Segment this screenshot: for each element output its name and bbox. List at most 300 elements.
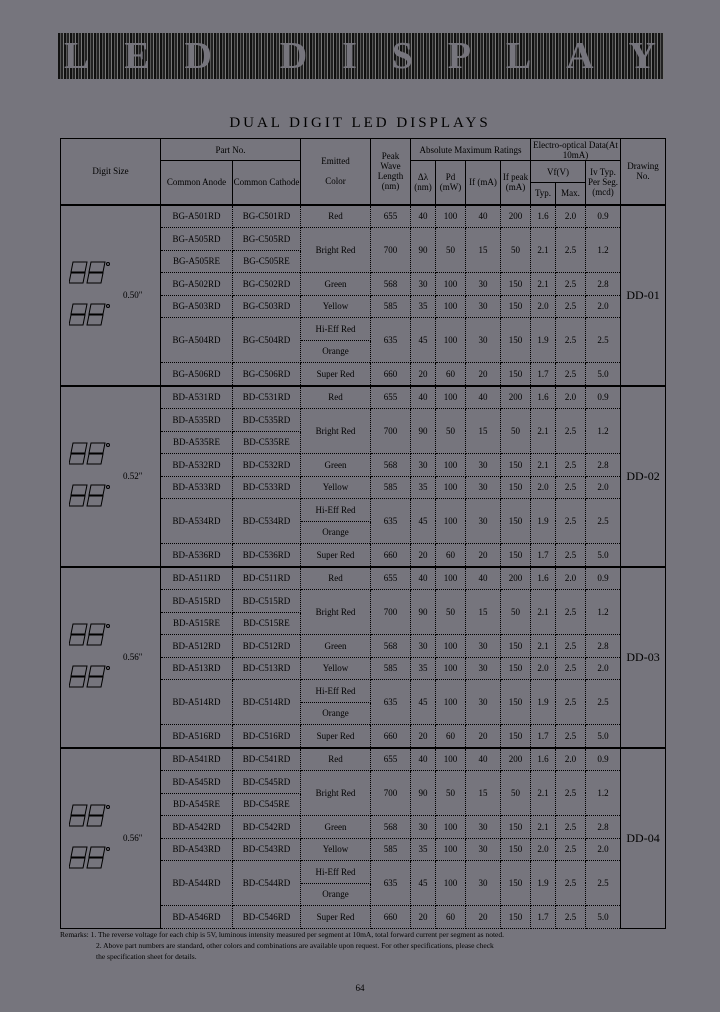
delta-lambda: 45 — [411, 680, 436, 725]
if: 30 — [466, 816, 501, 839]
vf-typ: 2.1 — [531, 816, 556, 839]
vf-max: 2.5 — [556, 635, 586, 658]
ifpeak: 150 — [501, 635, 531, 658]
ifpeak: 150 — [501, 680, 531, 725]
if: 20 — [466, 906, 501, 929]
header-ifpeak: If peak (mA) — [501, 161, 531, 205]
common-cathode-part: BD-C545RD — [233, 771, 301, 794]
if: 30 — [466, 680, 501, 725]
emitted-color: Red — [301, 567, 371, 590]
emitted-color: Hi-Eff Red — [301, 318, 371, 341]
common-anode-part: BD-A543RD — [161, 838, 233, 861]
pd: 60 — [436, 906, 466, 929]
table-row — [61, 205, 666, 228]
delta-lambda: 90 — [411, 228, 436, 273]
vf-max: 2.5 — [556, 228, 586, 273]
vf-max: 2.5 — [556, 657, 586, 680]
emitted-color: Orange — [301, 883, 371, 906]
digit-size-cell — [61, 386, 161, 567]
common-anode-part: BG-A503RD — [161, 295, 233, 318]
iv: 2.8 — [586, 816, 621, 839]
vf-typ: 1.6 — [531, 567, 556, 590]
common-cathode-part: BD-C512RD — [233, 635, 301, 658]
vf-max: 2.5 — [556, 590, 586, 635]
delta-lambda: 30 — [411, 635, 436, 658]
iv: 2.5 — [586, 861, 621, 906]
iv: 1.2 — [586, 771, 621, 816]
vf-typ: 2.0 — [531, 838, 556, 861]
pd: 60 — [436, 544, 466, 567]
common-anode-part: BD-A533RD — [161, 476, 233, 499]
pd: 100 — [436, 861, 466, 906]
ifpeak: 150 — [501, 838, 531, 861]
emitted-color: Hi-Eff Red — [301, 861, 371, 884]
header-digit-size: Digit Size — [61, 139, 161, 205]
iv: 2.5 — [586, 318, 621, 363]
delta-lambda: 40 — [411, 567, 436, 590]
iv: 0.9 — [586, 567, 621, 590]
peak-wave: 660 — [371, 906, 411, 929]
peak-wave: 585 — [371, 476, 411, 499]
emitted-color: Bright Red — [301, 771, 371, 816]
if: 30 — [466, 657, 501, 680]
common-cathode-part: BD-C546RD — [233, 906, 301, 929]
vf-typ: 1.9 — [531, 861, 556, 906]
vf-max: 2.5 — [556, 816, 586, 839]
emitted-color: Yellow — [301, 295, 371, 318]
delta-lambda: 40 — [411, 748, 436, 771]
ifpeak: 150 — [501, 318, 531, 363]
seven-segment-digit-icon — [69, 622, 111, 650]
banner-letter: Y — [628, 35, 658, 77]
emitted-color: Super Red — [301, 725, 371, 748]
emitted-color: Red — [301, 386, 371, 409]
ifpeak: 150 — [501, 861, 531, 906]
common-anode-part: BG-A501RD — [161, 205, 233, 228]
seven-segment-digit-icon — [69, 260, 111, 288]
common-anode-part: BD-A515RD — [161, 590, 233, 613]
table-row — [61, 748, 666, 771]
vf-typ: 1.6 — [531, 386, 556, 409]
remarks-label: Remarks: — [60, 930, 89, 939]
ifpeak: 150 — [501, 295, 531, 318]
vf-typ: 2.1 — [531, 273, 556, 296]
iv: 5.0 — [586, 906, 621, 929]
header-if: If (mA) — [466, 161, 501, 205]
header-common-cathode: Common Cathode — [233, 161, 301, 205]
ifpeak: 50 — [501, 228, 531, 273]
peak-wave: 568 — [371, 816, 411, 839]
common-anode-part: BD-A534RD — [161, 499, 233, 544]
vf-max: 2.5 — [556, 499, 586, 544]
peak-wave: 700 — [371, 228, 411, 273]
delta-lambda: 90 — [411, 590, 436, 635]
vf-typ: 2.0 — [531, 657, 556, 680]
ifpeak: 150 — [501, 499, 531, 544]
vf-typ: 2.1 — [531, 228, 556, 273]
common-anode-part: BD-A545RE — [161, 793, 233, 816]
vf-typ: 1.7 — [531, 725, 556, 748]
vf-max: 2.5 — [556, 771, 586, 816]
drawing-number: DD-03 — [621, 567, 666, 748]
delta-lambda: 30 — [411, 273, 436, 296]
digit-icons — [69, 622, 111, 692]
iv: 0.9 — [586, 386, 621, 409]
vf-max: 2.5 — [556, 318, 586, 363]
iv: 5.0 — [586, 725, 621, 748]
if: 30 — [466, 318, 501, 363]
vf-max: 2.0 — [556, 386, 586, 409]
table-row — [61, 386, 666, 409]
ifpeak: 50 — [501, 409, 531, 454]
common-cathode-part: BD-C544RD — [233, 861, 301, 906]
iv: 2.8 — [586, 635, 621, 658]
ifpeak: 200 — [501, 205, 531, 228]
emitted-color: Hi-Eff Red — [301, 499, 371, 522]
iv: 2.0 — [586, 295, 621, 318]
digit-icons — [69, 260, 111, 330]
common-cathode-part: BG-C504RD — [233, 318, 301, 363]
ifpeak: 50 — [501, 771, 531, 816]
if: 40 — [466, 205, 501, 228]
banner-letter: S — [391, 35, 415, 77]
ifpeak: 150 — [501, 657, 531, 680]
if: 40 — [466, 386, 501, 409]
common-anode-part: BD-A512RD — [161, 635, 233, 658]
vf-typ: 1.7 — [531, 363, 556, 386]
common-anode-part: BD-A514RD — [161, 680, 233, 725]
emitted-color: Bright Red — [301, 590, 371, 635]
emitted-color: Bright Red — [301, 409, 371, 454]
header-delta-lambda: Δλ (nm) — [411, 161, 436, 205]
iv: 2.0 — [586, 838, 621, 861]
header-emitted-color — [301, 139, 371, 205]
header-part-no: Part No. — [161, 139, 301, 161]
drawing-number: DD-04 — [621, 748, 666, 929]
vf-typ: 1.6 — [531, 748, 556, 771]
delta-lambda: 90 — [411, 771, 436, 816]
digit-size-wrap — [61, 260, 160, 330]
vf-max: 2.5 — [556, 861, 586, 906]
seven-segment-digit-icon — [69, 803, 111, 831]
banner-letter: L — [64, 35, 92, 77]
page-number: 64 — [355, 983, 365, 993]
vf-typ: 2.1 — [531, 771, 556, 816]
digit-size-wrap — [61, 803, 160, 873]
peak-wave: 655 — [371, 748, 411, 771]
digit-size: 0.52" — [123, 471, 143, 481]
emitted-color: Green — [301, 454, 371, 477]
header-peak-wave: Peak Wave Length (nm) — [371, 139, 411, 205]
header-vf: Vf(V) — [531, 161, 586, 183]
emitted-color: Orange — [301, 521, 371, 544]
pd: 50 — [436, 771, 466, 816]
delta-lambda: 40 — [411, 386, 436, 409]
common-cathode-part: BD-C513RD — [233, 657, 301, 680]
vf-max: 2.0 — [556, 567, 586, 590]
vf-typ: 1.7 — [531, 906, 556, 929]
vf-max: 2.5 — [556, 273, 586, 296]
vf-max: 2.0 — [556, 748, 586, 771]
peak-wave: 700 — [371, 771, 411, 816]
common-cathode-part: BD-C511RD — [233, 567, 301, 590]
vf-typ: 2.1 — [531, 454, 556, 477]
common-cathode-part: BD-C543RD — [233, 838, 301, 861]
emitted-color: Red — [301, 748, 371, 771]
ifpeak: 150 — [501, 363, 531, 386]
emitted-color: Super Red — [301, 363, 371, 386]
delta-lambda: 20 — [411, 363, 436, 386]
if: 40 — [466, 567, 501, 590]
if: 30 — [466, 499, 501, 544]
pd: 50 — [436, 590, 466, 635]
if: 15 — [466, 409, 501, 454]
pd: 100 — [436, 816, 466, 839]
pd: 100 — [436, 680, 466, 725]
common-cathode-part: BD-C531RD — [233, 386, 301, 409]
common-cathode-part: BD-C545RE — [233, 793, 301, 816]
delta-lambda: 35 — [411, 476, 436, 499]
iv: 2.8 — [586, 454, 621, 477]
pd: 100 — [436, 454, 466, 477]
common-cathode-part: BG-C503RD — [233, 295, 301, 318]
common-anode-part: BG-A506RD — [161, 363, 233, 386]
if: 30 — [466, 861, 501, 906]
ifpeak: 50 — [501, 590, 531, 635]
iv: 2.5 — [586, 680, 621, 725]
digit-size-wrap — [61, 441, 160, 511]
peak-wave: 655 — [371, 205, 411, 228]
pd: 60 — [436, 725, 466, 748]
peak-wave: 635 — [371, 318, 411, 363]
banner-letter: A — [566, 35, 596, 77]
delta-lambda: 30 — [411, 816, 436, 839]
vf-typ: 1.6 — [531, 205, 556, 228]
emitted-color: Super Red — [301, 544, 371, 567]
delta-lambda: 45 — [411, 499, 436, 544]
header-abs-max: Absolute Maximum Ratings — [411, 139, 531, 161]
common-cathode-part: BD-C533RD — [233, 476, 301, 499]
iv: 1.2 — [586, 590, 621, 635]
peak-wave: 635 — [371, 861, 411, 906]
common-anode-part: BD-A542RD — [161, 816, 233, 839]
vf-typ: 1.9 — [531, 499, 556, 544]
emitted-color: Green — [301, 635, 371, 658]
common-anode-part: BG-A505RD — [161, 228, 233, 251]
pd: 100 — [436, 386, 466, 409]
common-anode-part: BG-A502RD — [161, 273, 233, 296]
common-cathode-part: BD-C515RD — [233, 590, 301, 613]
vf-max: 2.5 — [556, 838, 586, 861]
pd: 50 — [436, 228, 466, 273]
if: 15 — [466, 228, 501, 273]
header-color-label: Color — [325, 176, 346, 187]
vf-max: 2.5 — [556, 906, 586, 929]
common-cathode-part: BD-C516RD — [233, 725, 301, 748]
page-title: DUAL DIGIT LED DISPLAYS — [229, 115, 491, 131]
vf-typ: 2.1 — [531, 590, 556, 635]
vf-max: 2.5 — [556, 454, 586, 477]
banner-letter: L — [505, 35, 534, 77]
peak-wave: 655 — [371, 567, 411, 590]
digit-icons — [69, 803, 111, 873]
common-anode-part: BD-A544RD — [161, 861, 233, 906]
common-anode-part: BD-A536RD — [161, 544, 233, 567]
common-cathode-part: BD-C541RD — [233, 748, 301, 771]
common-anode-part: BG-A504RD — [161, 318, 233, 363]
common-cathode-part: BG-C502RD — [233, 273, 301, 296]
ifpeak: 150 — [501, 273, 531, 296]
iv: 1.2 — [586, 228, 621, 273]
emitted-color: Green — [301, 816, 371, 839]
emitted-color: Red — [301, 205, 371, 228]
pd: 100 — [436, 635, 466, 658]
vf-typ: 1.9 — [531, 680, 556, 725]
banner-letter: P — [447, 35, 474, 77]
peak-wave: 635 — [371, 680, 411, 725]
digit-icons — [69, 441, 111, 511]
digit-size: 0.56" — [123, 833, 143, 843]
digit-size: 0.56" — [123, 652, 143, 662]
if: 30 — [466, 838, 501, 861]
header-pd: Pd (mW) — [436, 161, 466, 205]
vf-max: 2.5 — [556, 725, 586, 748]
vf-typ: 2.0 — [531, 476, 556, 499]
header-common-anode: Common Anode — [161, 161, 233, 205]
delta-lambda: 20 — [411, 906, 436, 929]
peak-wave: 660 — [371, 725, 411, 748]
peak-wave: 585 — [371, 657, 411, 680]
peak-wave: 585 — [371, 838, 411, 861]
iv: 5.0 — [586, 544, 621, 567]
if: 30 — [466, 273, 501, 296]
emitted-color: Super Red — [301, 906, 371, 929]
pd: 100 — [436, 657, 466, 680]
common-anode-part: BD-A545RD — [161, 771, 233, 794]
banner-letter: I — [342, 35, 359, 77]
common-anode-part: BD-A516RD — [161, 725, 233, 748]
common-anode-part: BD-A513RD — [161, 657, 233, 680]
if: 30 — [466, 635, 501, 658]
common-cathode-part: BG-C505RE — [233, 250, 301, 273]
seven-segment-digit-icon — [69, 441, 111, 469]
delta-lambda: 90 — [411, 409, 436, 454]
ifpeak: 150 — [501, 906, 531, 929]
seven-segment-digit-icon — [69, 664, 111, 692]
vf-max: 2.5 — [556, 363, 586, 386]
delta-lambda: 30 — [411, 454, 436, 477]
emitted-color: Orange — [301, 702, 371, 725]
header-vf-typ: Typ. — [531, 183, 556, 205]
if: 30 — [466, 454, 501, 477]
seven-segment-digit-icon — [69, 302, 111, 330]
if: 20 — [466, 725, 501, 748]
pd: 50 — [436, 409, 466, 454]
peak-wave: 635 — [371, 499, 411, 544]
iv: 0.9 — [586, 748, 621, 771]
delta-lambda: 35 — [411, 295, 436, 318]
vf-typ: 1.9 — [531, 318, 556, 363]
vf-max: 2.5 — [556, 680, 586, 725]
vf-typ: 1.7 — [531, 544, 556, 567]
emitted-color: Bright Red — [301, 228, 371, 273]
vf-max: 2.5 — [556, 295, 586, 318]
if: 30 — [466, 295, 501, 318]
common-cathode-part: BD-C515RE — [233, 612, 301, 635]
pd: 100 — [436, 476, 466, 499]
digit-size-cell — [61, 567, 161, 748]
vf-max: 2.5 — [556, 544, 586, 567]
common-anode-part: BD-A535RD — [161, 409, 233, 432]
iv: 1.2 — [586, 409, 621, 454]
ifpeak: 150 — [501, 476, 531, 499]
emitted-color: Hi-Eff Red — [301, 680, 371, 703]
digit-size-cell — [61, 205, 161, 386]
delta-lambda: 35 — [411, 838, 436, 861]
emitted-color: Orange — [301, 340, 371, 363]
common-anode-part: BG-A505RE — [161, 250, 233, 273]
pd: 100 — [436, 838, 466, 861]
delta-lambda: 20 — [411, 725, 436, 748]
table-row — [61, 567, 666, 590]
delta-lambda: 35 — [411, 657, 436, 680]
header-iv: Iv Typ. Per Seg. (mcd) — [586, 161, 621, 205]
ifpeak: 150 — [501, 725, 531, 748]
remarks-line-1: 1. The reverse voltage for each chip is 5V, luminous intensity measured per segment at 10mA, total forward current per segment as noted. — [90, 930, 504, 939]
if: 15 — [466, 771, 501, 816]
digit-size-wrap — [61, 622, 160, 692]
peak-wave: 700 — [371, 590, 411, 635]
iv: 5.0 — [586, 363, 621, 386]
spec-table — [60, 138, 666, 929]
peak-wave: 660 — [371, 544, 411, 567]
header-vf-max: Max. — [556, 183, 586, 205]
emitted-color: Yellow — [301, 476, 371, 499]
iv: 2.0 — [586, 657, 621, 680]
common-cathode-part: BG-C506RD — [233, 363, 301, 386]
banner-letter: D — [184, 35, 214, 77]
ifpeak: 200 — [501, 567, 531, 590]
pd: 60 — [436, 363, 466, 386]
drawing-number: DD-01 — [621, 205, 666, 386]
if: 15 — [466, 590, 501, 635]
header-drawing: Drawing No. — [621, 139, 666, 205]
digit-size: 0.50" — [123, 290, 143, 300]
remarks — [60, 929, 675, 962]
peak-wave: 660 — [371, 363, 411, 386]
ifpeak: 150 — [501, 454, 531, 477]
common-cathode-part: BD-C534RD — [233, 499, 301, 544]
emitted-color: Green — [301, 273, 371, 296]
seven-segment-digit-icon — [69, 483, 111, 511]
banner-led-display — [58, 33, 664, 79]
vf-typ: 2.0 — [531, 295, 556, 318]
iv: 0.9 — [586, 205, 621, 228]
common-cathode-part: BD-C535RD — [233, 409, 301, 432]
header-electro-optical: Electro-optical Data(At 10mA) — [531, 139, 621, 161]
peak-wave: 655 — [371, 386, 411, 409]
seven-segment-digit-icon — [69, 845, 111, 873]
common-anode-part: BD-A541RD — [161, 748, 233, 771]
if: 20 — [466, 363, 501, 386]
iv: 2.8 — [586, 273, 621, 296]
header-emitted-label: Emitted — [321, 156, 350, 167]
pd: 100 — [436, 318, 466, 363]
common-cathode-part: BD-C532RD — [233, 454, 301, 477]
vf-max: 2.5 — [556, 409, 586, 454]
emitted-color: Yellow — [301, 657, 371, 680]
common-cathode-part: BD-C535RE — [233, 431, 301, 454]
